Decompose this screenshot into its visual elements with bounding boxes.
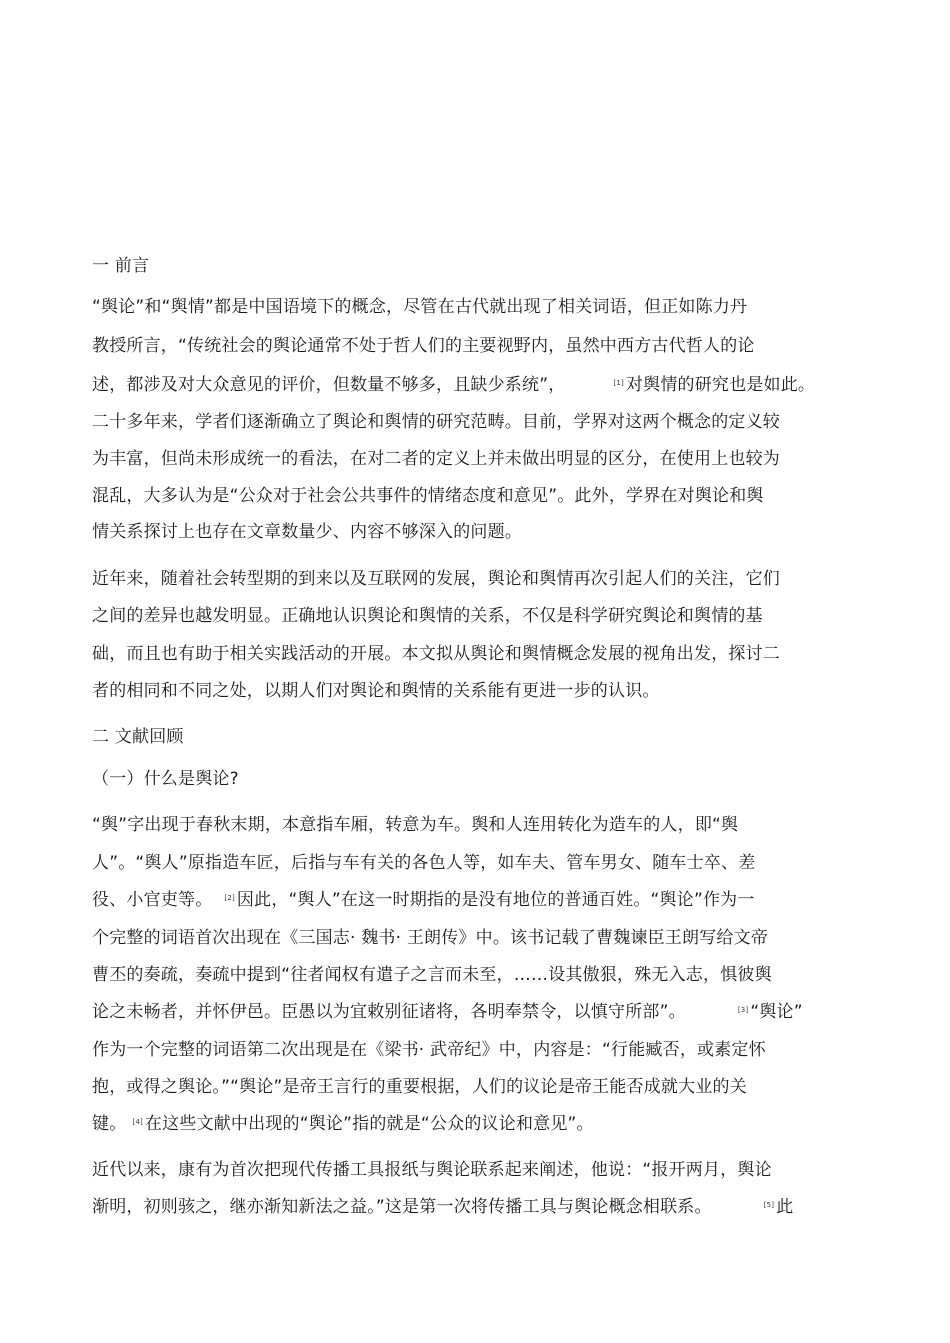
text-fragment: 对舆情的研究也是如此。 bbox=[625, 375, 816, 395]
text-line: 二十多年来，学者们逐渐确立了舆论和舆情的研究范畴。目前，学界对这两个概念的定义较 bbox=[92, 412, 780, 432]
subsection-heading-what-is-yulun: （一）什么是舆论? bbox=[92, 769, 239, 789]
text-line bbox=[92, 1000, 803, 1024]
text-line: 为丰富，但尚未形成统一的看法，在对二者的定义上并未做出明显的区分，在使用上也较为 bbox=[92, 449, 780, 469]
text-fragment: 论之未畅者，并怀伊邑。臣愚以为宜敕别征诸将，各明奉禁令，以慎守所部”。 bbox=[92, 1002, 686, 1022]
text-fragment: 此 bbox=[776, 1197, 794, 1217]
text-line: 个完整的词语首次出现在《三国志· 魏书· 王朗传》中。该书记载了曹魏谏臣王朗写给文帝 bbox=[92, 928, 769, 948]
citation-ref-2: [2] bbox=[224, 894, 235, 902]
section-heading-preface: 一 前言 bbox=[92, 256, 150, 276]
text-line bbox=[92, 1195, 793, 1219]
text-fragment: “舆论” bbox=[750, 1002, 803, 1022]
text-line bbox=[92, 888, 755, 912]
text-line: 曹丕的奏疏，奏疏中提到“往者闻权有遣子之言而未至，……设其傲狠，殊无入志，惧彼舆 bbox=[92, 965, 772, 985]
text-line: 近年来，随着社会转型期的到来以及互联网的发展，舆论和舆情再次引起人们的关注，它们 bbox=[92, 569, 780, 589]
text-line: 情关系探讨上也存在文章数量少、内容不够深入的问题。 bbox=[92, 522, 522, 542]
text-fragment: 渐明，初则骇之，继亦渐知新法之益。”这是第一次将传播工具与舆论概念相联系。 bbox=[92, 1197, 712, 1217]
citation-ref-1: [1] bbox=[613, 379, 624, 387]
text-line: 抱，或得之舆论。”“舆论”是帝王言行的重要根据，人们的议论是帝王能否成就大业的关 bbox=[92, 1077, 747, 1097]
text-line: 教授所言，“传统社会的舆论通常不处于哲人们的主要视野内，虽然中西方古代哲人的论 bbox=[92, 336, 755, 356]
citation-ref-3: [3] bbox=[737, 1006, 749, 1014]
text-line: 近代以来，康有为首次把现代传播工具报纸与舆论联系起来阐述，他说：“报开两月，舆论 bbox=[92, 1160, 772, 1180]
text-fragment: 述，都涉及对大众意见的评价，但数量不够多，且缺少系统”， bbox=[92, 375, 566, 395]
text-line: “舆”字出现于春秋末期，本意指车厢，转意为车。舆和人连用转化为造车的人，即“舆 bbox=[92, 815, 739, 835]
section-heading-literature: 二 文献回顾 bbox=[92, 727, 184, 747]
text-line: 人”。“舆人”原指造车匠，后指与车有关的各色人等，如车夫、管车男女、随车士卒、差 bbox=[92, 853, 756, 873]
text-fragment: 键。 bbox=[92, 1114, 127, 1134]
citation-ref-4: [4] bbox=[132, 1118, 143, 1126]
text-line bbox=[92, 373, 815, 397]
text-line: 之间的差异也越发明显。正确地认识舆论和舆情的关系，不仅是科学研究舆论和舆情的基 bbox=[92, 606, 763, 626]
text-line: 作为一个完整的词语第二次出现是在《梁书· 武帝纪》中，内容是：“行能臧否，或素定怀 bbox=[92, 1040, 766, 1060]
citation-ref-5: [5] bbox=[763, 1201, 775, 1209]
text-line: 者的相同和不同之处，以期人们对舆论和舆情的关系能有更进一步的认识。 bbox=[92, 681, 660, 701]
text-fragment: 因此，“舆人”在这一时期指的是没有地位的普通百姓。“舆论”作为一 bbox=[236, 890, 755, 910]
text-fragment: 役、小官吏等。 bbox=[92, 890, 213, 910]
text-fragment: 在这些文献中出现的“舆论”指的就是“公众的议论和意见”。 bbox=[144, 1114, 594, 1134]
text-line: “舆论”和“舆情”都是中国语境下的概念，尽管在古代就出现了相关词语，但正如陈力丹 bbox=[92, 297, 748, 317]
text-line bbox=[92, 1112, 594, 1136]
text-line: 混乱，大多认为是“公众对于社会公共事件的情绪态度和意见”。此外，学界在对舆论和舆 bbox=[92, 486, 764, 506]
text-line: 础，而且也有助于相关实践活动的开展。本文拟从舆论和舆情概念发展的视角出发，探讨二 bbox=[92, 644, 780, 664]
